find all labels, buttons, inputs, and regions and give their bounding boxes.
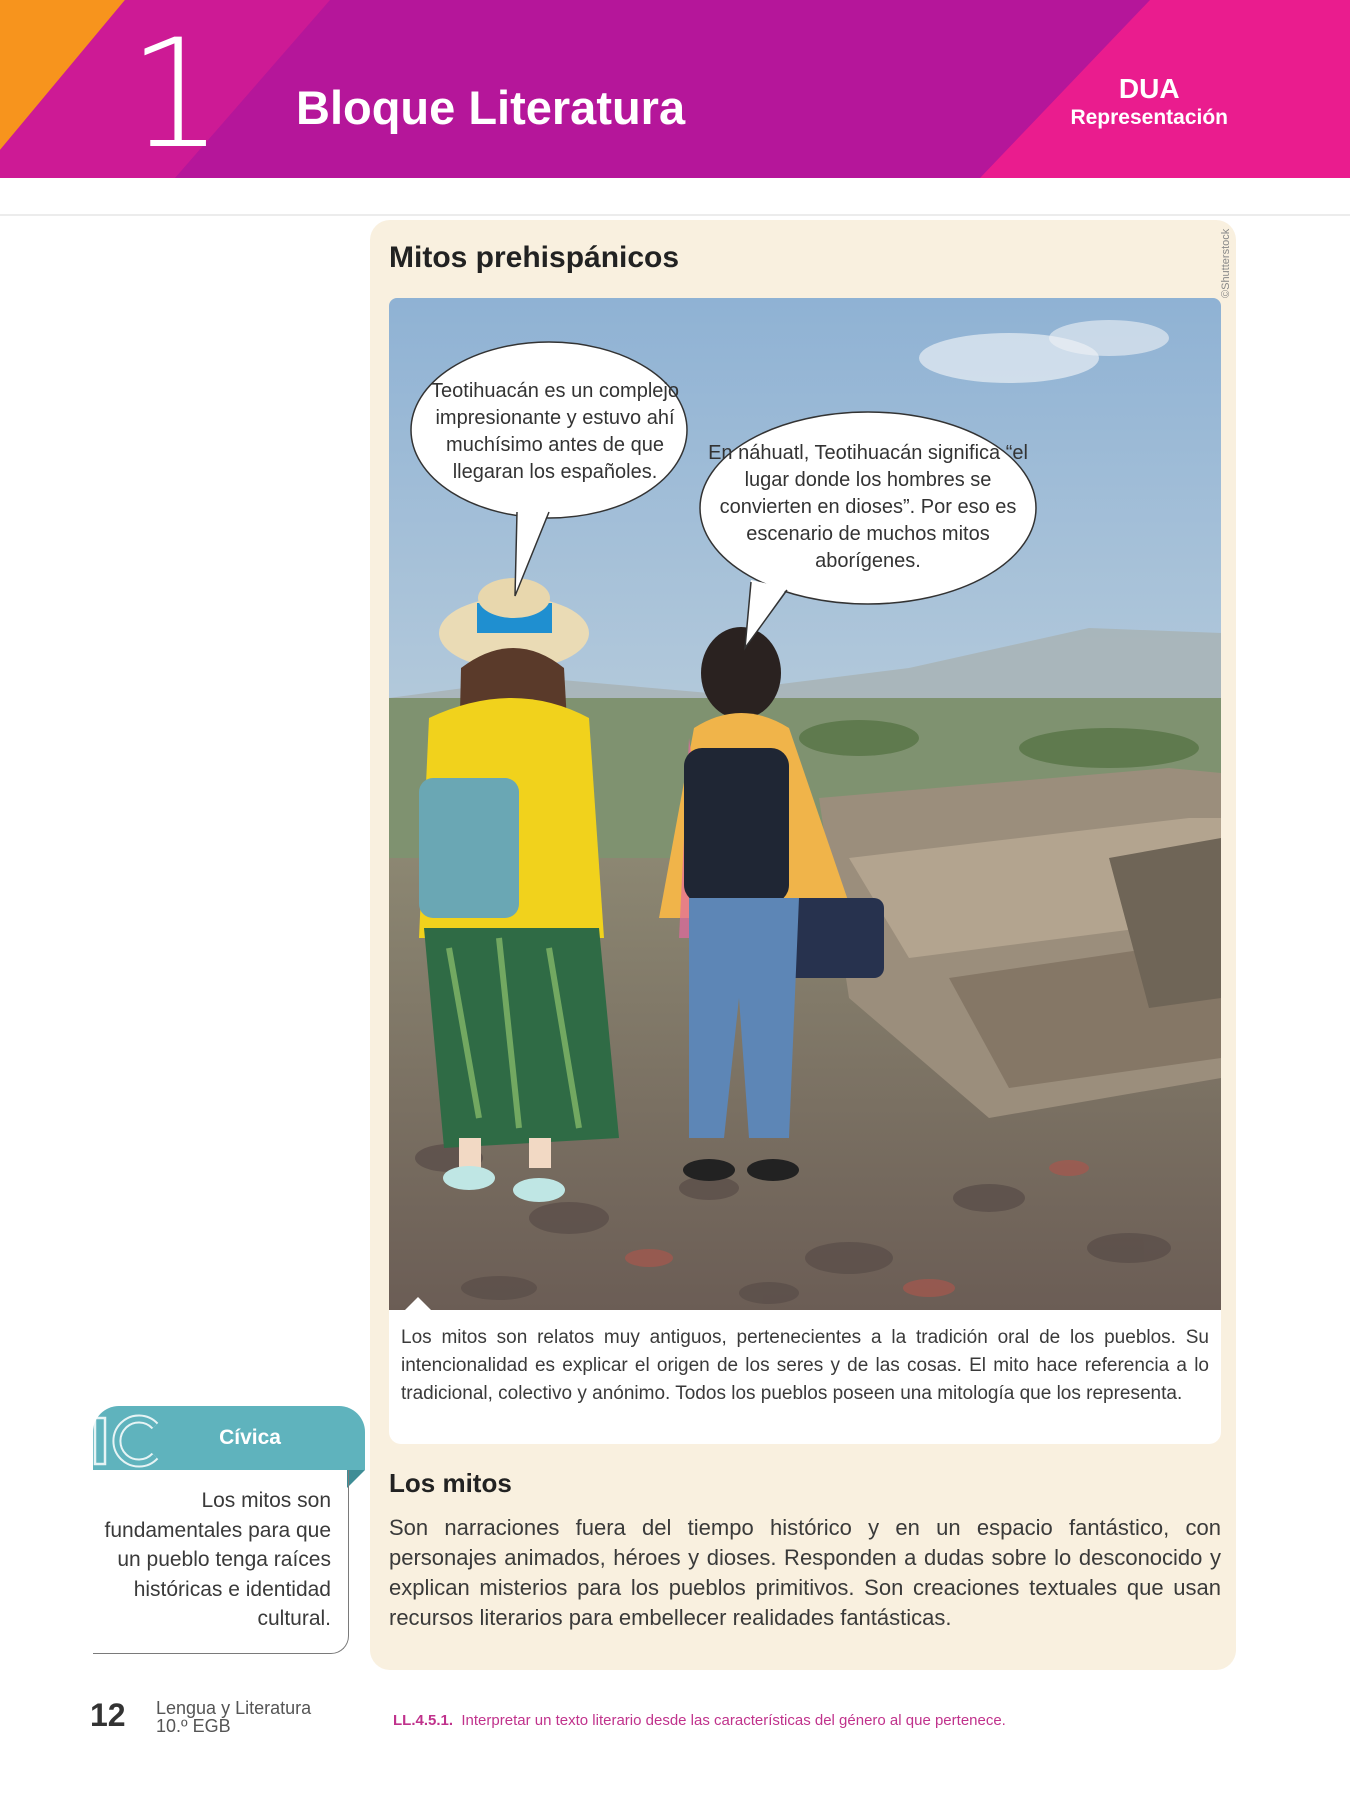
- page-number: 12: [90, 1697, 126, 1733]
- photo-credit: ©Shutterstock: [1220, 228, 1232, 298]
- page-header: [0, 0, 1350, 178]
- section-title: Mitos prehispánicos: [389, 241, 680, 274]
- civica-note-text: Los mitos son fundamentales para que un pueblo tenga raíces históricas e identidad cultural.: [104, 1489, 331, 1630]
- civica-label: Cívica: [219, 1426, 281, 1449]
- dua-title: DUA: [1118, 73, 1180, 104]
- header-divider: [0, 214, 1350, 216]
- photo-caption-box: [389, 1310, 1221, 1444]
- skill-reference: [393, 1711, 1006, 1731]
- block-title: Bloque Literatura: [296, 81, 686, 134]
- skill-code: LL.4.5.1.: [393, 1712, 454, 1729]
- book-title: [156, 1699, 311, 1735]
- dua-subtitle: Representación: [1070, 106, 1228, 129]
- dua-label: [1070, 73, 1228, 131]
- speech-bubble-2: En náhuatl, Teotihuacán significa “el lugar donde los hombres se convierten en dioses”. Por eso es escenario de muchos mitos aborígenes.: [708, 442, 1028, 572]
- civica-ic-icon: [93, 1414, 163, 1470]
- caption-notch: [405, 1297, 431, 1310]
- subsection-title: Los mitos: [389, 1468, 512, 1498]
- civica-fold: [347, 1470, 365, 1488]
- photo-caption-text: Los mitos son relatos muy antiguos, pertenecientes a la tradición oral de los pueblos. Su intencionalidad es explicar el origen de los seres y de las cosas. El mito hace referencia a lo tradicional, colectivo y anónimo. Todos los pueblos poseen una mitología que los representa.: [401, 1327, 1209, 1404]
- book-level: 10.º EGB: [156, 1716, 231, 1736]
- speech-bubble-1: Teotihuacán es un complejo impresionante y estuvo ahí muchísimo antes de que llegaran los españoles.: [431, 380, 679, 483]
- skill-text: Interpretar un texto literario desde las características del género al que pertenece.: [461, 1712, 1006, 1729]
- unit-number: 1: [128, 8, 224, 178]
- mitos-paragraph: Son narraciones fuera del tiempo histórico y en un espacio fantástico, con personajes animados, héroes y dioses. Responden a dudas sobre lo desconocido y explican misterios para los pueblos primitivos. Son creaciones textuales que usan recursos literarios para embellecer realidades fantásticas.: [389, 1515, 1221, 1630]
- book-title-text: Lengua y Literatura: [156, 1698, 312, 1718]
